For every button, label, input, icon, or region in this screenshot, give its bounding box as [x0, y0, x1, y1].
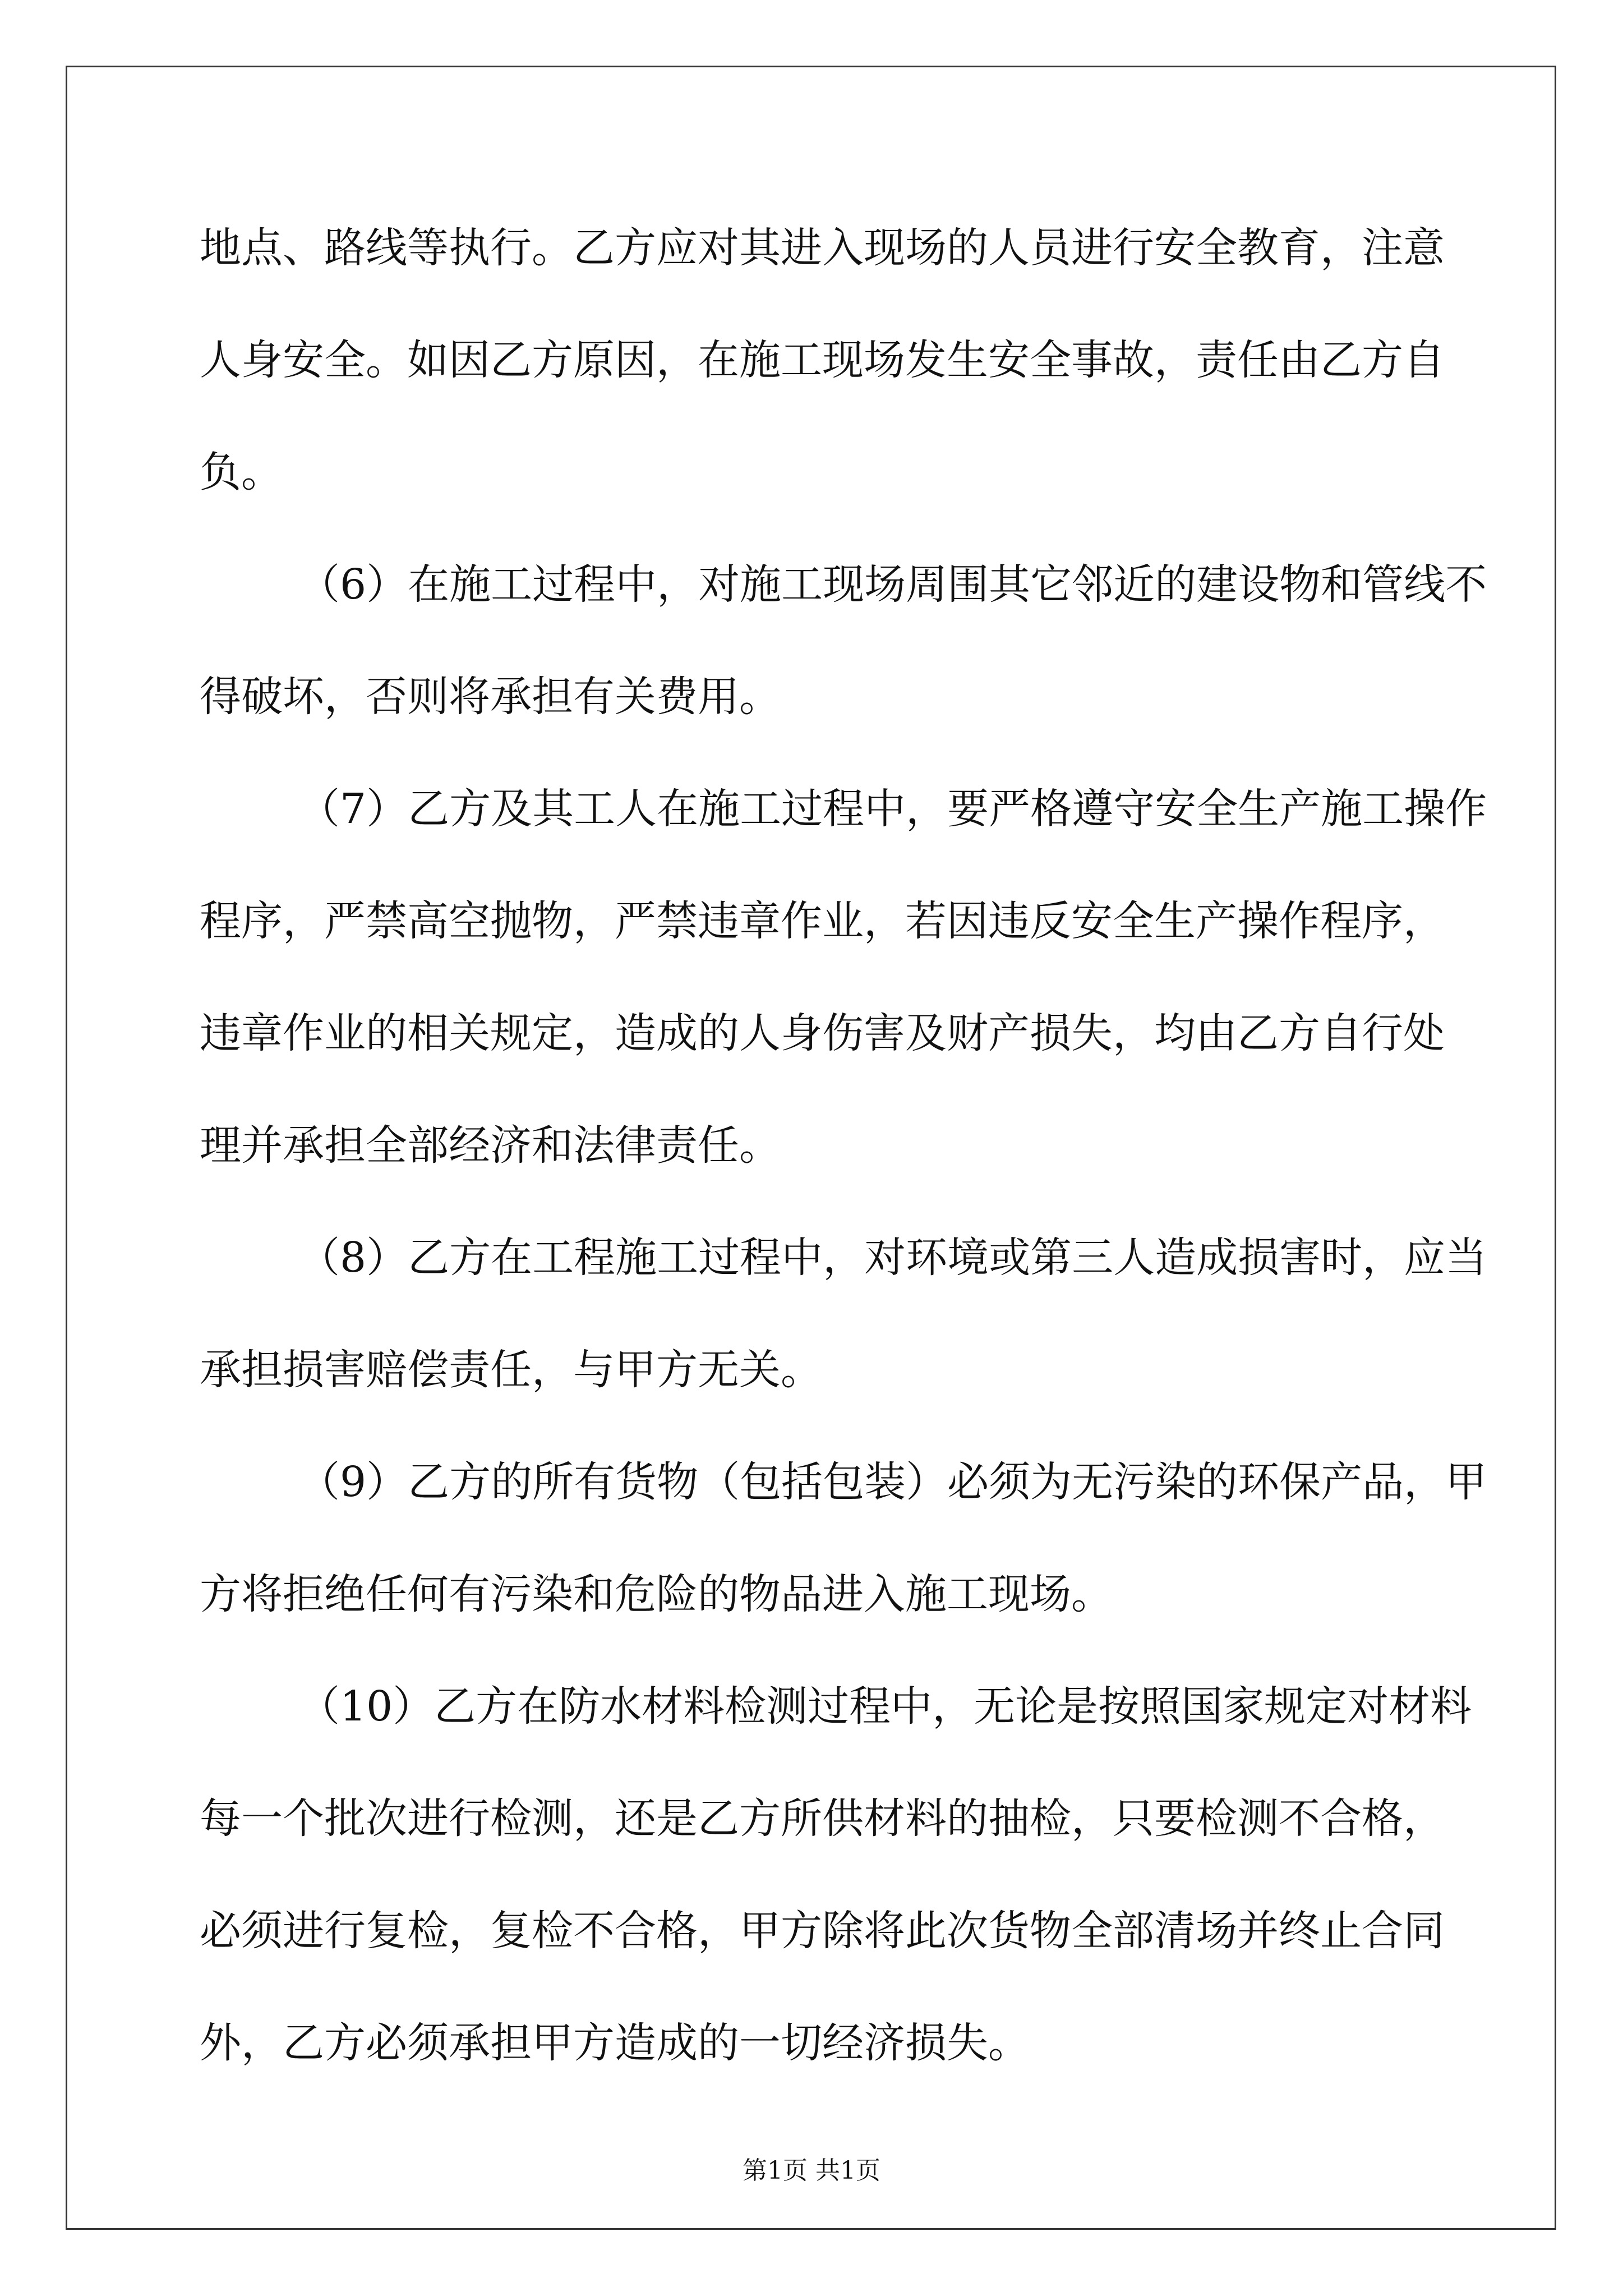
- paragraph-line: 方将拒绝任何有污染和危险的物品进入施工现场。: [200, 1570, 1113, 1618]
- paragraph-line: 承担损害赔偿责任，与甲方无关。: [200, 1346, 822, 1394]
- paragraph-line: （8）乙方在工程施工过程中，对环境或第三人造成损害时，应当: [298, 1234, 1487, 1282]
- paragraph-line: （10）乙方在防水材料检测过程中，无论是按照国家规定对材料: [298, 1682, 1472, 1731]
- paragraph-line: 必须进行复检，复检不合格，甲方除将此次货物全部清场并终止合同: [200, 1907, 1445, 1955]
- paragraph-line: 外，乙方必须承担甲方造成的一切经济损失。: [200, 2019, 1030, 2067]
- page-footer: 第1页 共1页: [743, 2156, 880, 2185]
- paragraph-line: （9）乙方的所有货物（包括包装）必须为无污染的环保产品，甲: [298, 1458, 1487, 1506]
- paragraph-line: 程序，严禁高空抛物，严禁违章作业，若因违反安全生产操作程序，: [200, 897, 1445, 945]
- paragraph-line: 违章作业的相关规定，造成的人身伤害及财产损失，均由乙方自行处: [200, 1009, 1445, 1057]
- paragraph-line: 地点、路线等执行。乙方应对其进入现场的人员进行安全教育，注意: [200, 224, 1445, 272]
- paragraph-line: 每一个批次进行检测，还是乙方所供材料的抽检，只要检测不合格，: [200, 1795, 1445, 1843]
- paragraph-line: 人身安全。如因乙方原因，在施工现场发生安全事故，责任由乙方自: [200, 336, 1445, 384]
- paragraph-line: 理并承担全部经济和法律责任。: [200, 1121, 781, 1170]
- paragraph-line: （7）乙方及其工人在施工过程中，要严格遵守安全生产施工操作: [298, 785, 1487, 833]
- paragraph-line: 得破坏，否则将承担有关费用。: [200, 673, 781, 721]
- paragraph-line: 负。: [200, 448, 283, 496]
- paragraph-line: （6）在施工过程中，对施工现场周围其它邻近的建设物和管线不: [298, 560, 1487, 609]
